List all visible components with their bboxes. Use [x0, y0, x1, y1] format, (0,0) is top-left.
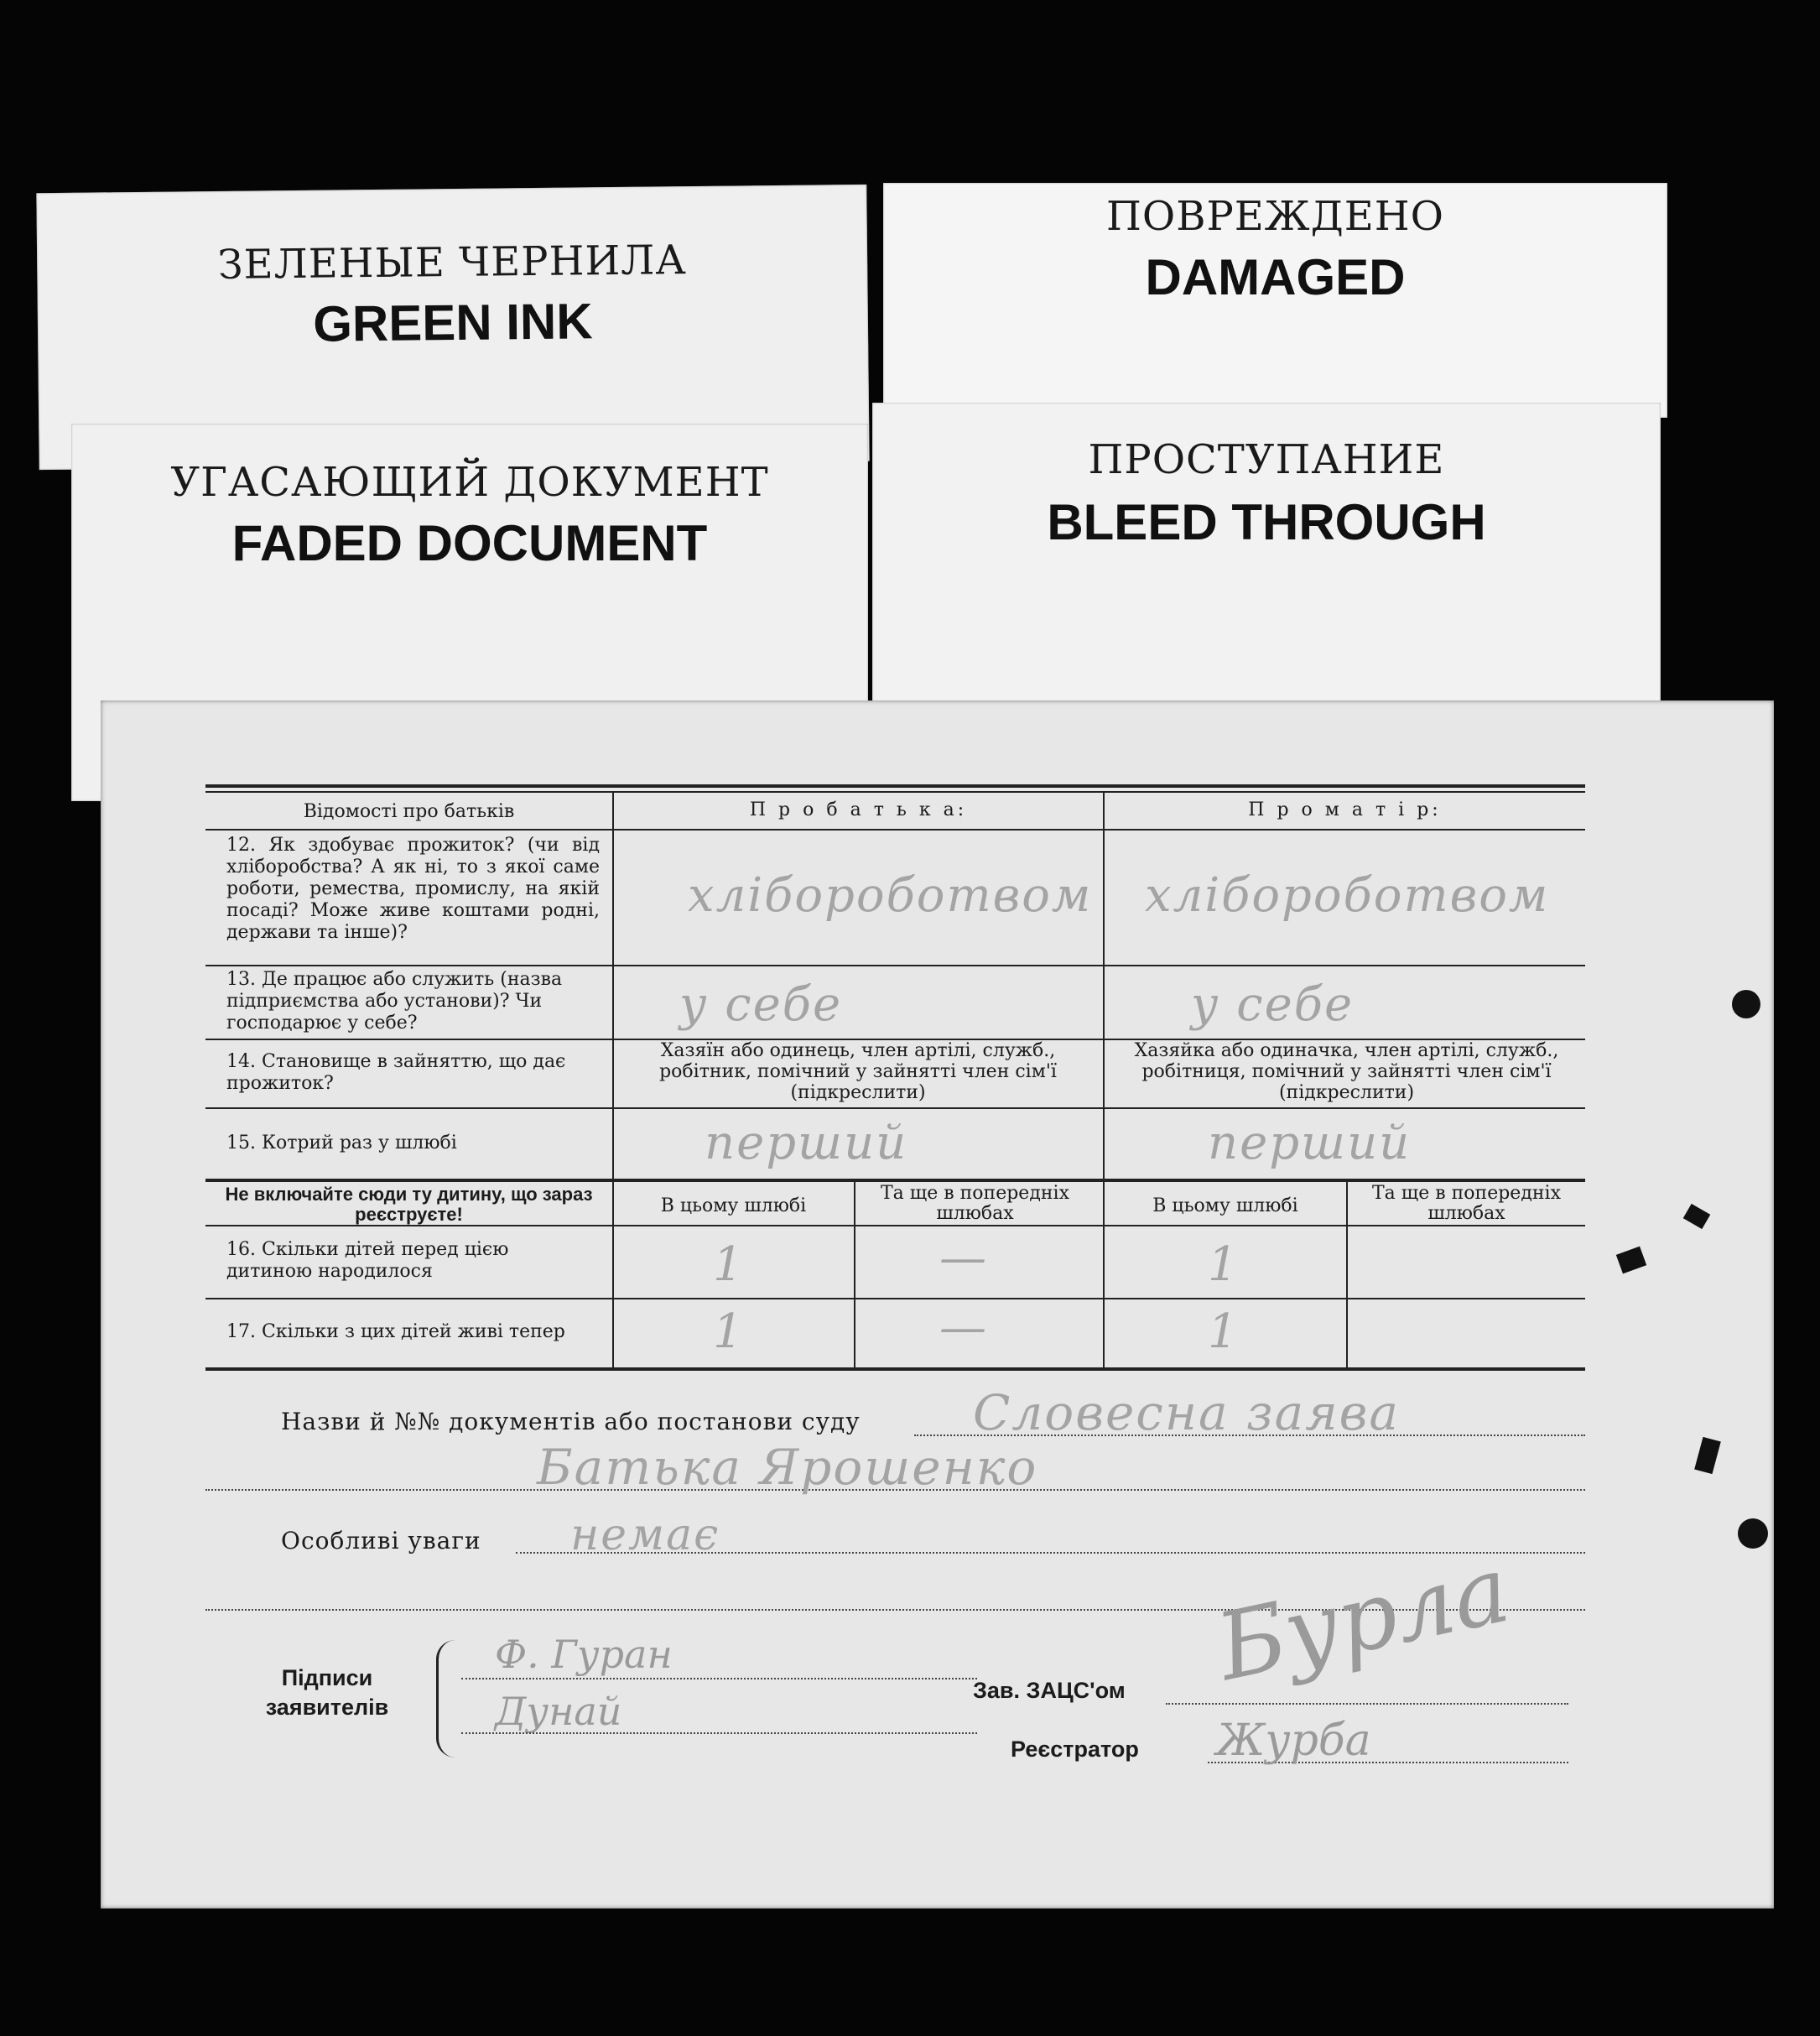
documents-label: Назви й №№ документів або постанови суду	[281, 1408, 861, 1435]
registrar-signature: Журба	[1216, 1716, 1371, 1766]
header-col0: Відомості про батьків	[303, 801, 515, 822]
tear-2	[1616, 1247, 1646, 1274]
rule-header	[205, 829, 1585, 831]
q13-mother-value: у себе	[1191, 977, 1355, 1032]
subheader-mother-prev: Та ще в попередніх шлюбах	[1372, 1183, 1561, 1224]
rule-q12	[205, 965, 1585, 966]
q13-father-value: у себе	[679, 977, 843, 1032]
bleed-through-ru: ПРОСТУПАНИЕ	[1088, 436, 1445, 483]
tear-1	[1683, 1204, 1711, 1229]
q12-mother-value: хлібороботвом	[1145, 868, 1550, 923]
q16-father-prev: —	[939, 1231, 988, 1285]
q15-label: 15. Котрий раз у шлюбі	[226, 1133, 457, 1153]
rule-subheader	[205, 1225, 1585, 1226]
rule-q16	[205, 1298, 1585, 1299]
head-signature: Бурла	[1208, 1534, 1519, 1702]
head-label: Зав. ЗАЦС'ом	[973, 1678, 1126, 1703]
q17-father-prev: —	[939, 1300, 988, 1355]
damaged-card	[883, 183, 1667, 418]
q13-label: 13. Де працює або служить (назва підприємства або установи)? Чи господарює у себе?	[226, 969, 563, 1034]
q16-mother-this: 1	[1208, 1237, 1240, 1292]
table-top-rule-2	[205, 791, 1585, 793]
col-sep-1	[612, 791, 614, 1370]
q17-label: 17. Скільки з цих дітей живі тепер	[226, 1321, 565, 1342]
table-bottom-rule	[205, 1367, 1585, 1371]
applicant-line-1	[461, 1678, 977, 1679]
rule-q14	[205, 1107, 1585, 1109]
punch-hole-2	[1738, 1518, 1768, 1549]
registration-form	[101, 700, 1774, 1908]
q12-father-value: хлібороботвом	[688, 868, 1093, 923]
applicant-signature-2: Дунай	[495, 1689, 622, 1734]
green-ink-ru: ЗЕЛЕНЫЕ ЧЕРНИЛА	[217, 237, 687, 289]
q17-mother-this: 1	[1208, 1304, 1240, 1359]
documents-value-1: Словесна заява	[973, 1384, 1400, 1441]
faded-document-en: FADED DOCUMENT	[231, 515, 708, 571]
registrar-label: Реєстратор	[1011, 1737, 1139, 1762]
tear-3	[1694, 1437, 1721, 1474]
faded-document-ru: УГАСАЮЩИЙ ДОКУМЕНТ	[170, 459, 769, 506]
damaged-en: DAMAGED	[1145, 249, 1406, 305]
q16-father-this: 1	[713, 1237, 745, 1292]
head-line	[1166, 1703, 1568, 1705]
applicants-brace	[436, 1640, 455, 1757]
q14-mother-options: Хазяйка або одиначка, член артілі, служб., робітниця, помічний у зайнятті член сім'ї (підкреслити)	[1134, 1040, 1559, 1103]
col-sep-2	[1103, 791, 1105, 1370]
subheader-note: Не включайте сюди ту дитину, що зараз реєструєте!	[225, 1184, 593, 1225]
q17-father-this: 1	[713, 1304, 745, 1359]
green-ink-en: GREEN INK	[312, 293, 593, 352]
header-mother: П р о м а т і р:	[1248, 799, 1442, 820]
table-top-rule	[205, 784, 1585, 788]
applicants-label-2: заявителів	[265, 1695, 389, 1720]
subheader-father-this: В цьому шлюбі	[660, 1195, 807, 1216]
q16-label: 16. Скільки дітей перед цією дитиною народилося	[226, 1239, 509, 1282]
bleed-through-card	[872, 403, 1661, 721]
rule-q15	[205, 1179, 1585, 1182]
notes-value: немає	[570, 1510, 720, 1560]
notes-label: Особливі уваги	[281, 1527, 481, 1554]
documents-value-2: Батька Ярошенко	[537, 1439, 1038, 1496]
q14-father-options: Хазяїн або одинець, член артілі, служб., робітник, помічний у зайнятті член сім'ї (підкреслити)	[659, 1040, 1057, 1103]
applicant-line-2	[461, 1732, 977, 1734]
punch-hole-1	[1732, 990, 1760, 1018]
q12-label: 12. Як здобуває прожиток? (чи від хліборобства? А як ні, то з якої саме роботи, ремества, промислу, на якій посаді? Може живе коштами родні, держави та інше)?	[226, 835, 600, 943]
applicant-signature-1: Ф. Гуран	[495, 1632, 673, 1677]
q14-label: 14. Становище в зайняттю, що дає прожиток?	[226, 1051, 566, 1094]
q15-mother-value: перший	[1208, 1116, 1412, 1170]
subheader-father-prev: Та ще в попередніх шлюбах	[881, 1183, 1069, 1224]
bleed-through-en: BLEED THROUGH	[1047, 494, 1486, 550]
q15-father-value: перший	[705, 1116, 908, 1170]
subheader-mother-this: В цьому шлюбі	[1152, 1195, 1298, 1216]
applicants-label-1: Підписи	[281, 1665, 373, 1690]
damaged-ru: ПОВРЕЖДЕНО	[1105, 193, 1445, 240]
header-father: П р о б а т ь к а:	[749, 799, 968, 820]
